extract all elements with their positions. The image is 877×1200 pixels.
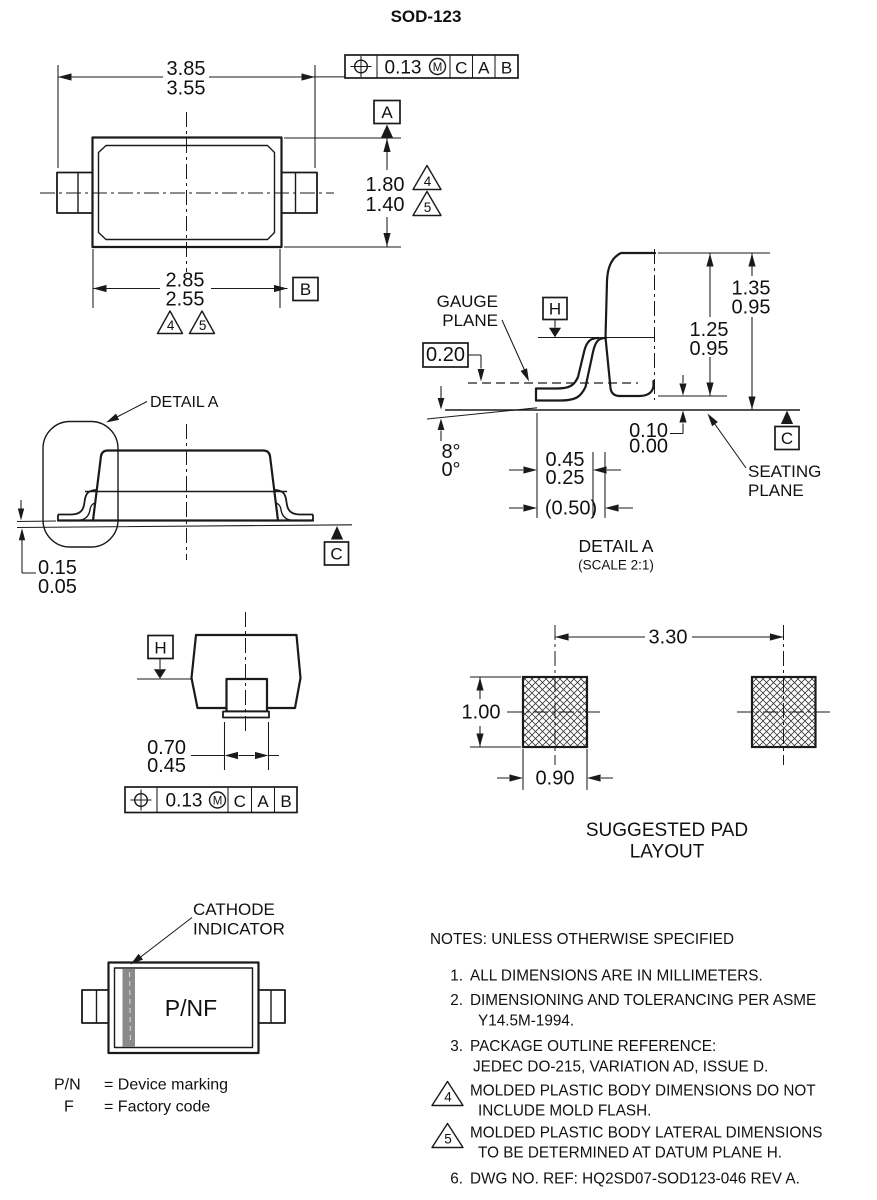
- dim-body-height-min: 1.40: [365, 194, 405, 216]
- datum-c-triangle-icon: [781, 411, 793, 425]
- lead-end-face: [227, 679, 268, 712]
- note-flag-5-number: 5: [423, 200, 432, 215]
- dim-body-height-max: 1.80: [365, 174, 405, 196]
- dim-lead-width: [147, 722, 279, 777]
- package-body-profile: [93, 451, 278, 521]
- seating-plane-label: [708, 414, 822, 501]
- note-flag-4-number: 4: [166, 318, 175, 333]
- dim-lead-height-min: 0.95: [689, 338, 729, 360]
- dim-gauge-offset: [423, 343, 484, 382]
- datum-h-label: H: [548, 299, 562, 319]
- datum-a-label: A: [381, 103, 393, 122]
- dim-lead-width-min: 0.45: [147, 755, 186, 777]
- datum-a: [374, 101, 400, 139]
- lead-terminal-outline: [606, 253, 656, 396]
- seating-plane-label-2: PLANE: [748, 481, 804, 500]
- note-1-number: 1.: [450, 967, 463, 985]
- datum-c-detail: [775, 411, 799, 450]
- dim-foot-length: [509, 449, 621, 489]
- pad-layout: [462, 625, 833, 863]
- dim-overall-height-min: 0.95: [731, 296, 771, 319]
- dim-lead-length-ref: [509, 498, 633, 520]
- note-flag-5-number: 5: [198, 318, 207, 333]
- device-marking-text: P/NF: [164, 995, 218, 1021]
- lead-outer-curve: [536, 338, 606, 401]
- datum-c-side: [325, 526, 349, 565]
- left-lead: [82, 990, 109, 1023]
- datum-c-label: C: [330, 544, 343, 564]
- datum-a-triangle-icon: [381, 125, 393, 139]
- pad-layout-title-2: LAYOUT: [629, 841, 705, 863]
- page-title: SOD-123: [390, 7, 462, 26]
- dim-foot-length-max: 0.45: [545, 449, 585, 471]
- note-4-line-1: MOLDED PLASTIC BODY DIMENSIONS DO NOT: [470, 1082, 816, 1100]
- dim-foot-standoff-min: 0.00: [629, 435, 668, 458]
- dim-pad-pitch-value: 3.30: [648, 626, 688, 649]
- dim-body-width-min: 2.55: [165, 288, 205, 311]
- dim-standoff-min: 0.05: [38, 576, 77, 598]
- fcf-modifier: M: [212, 795, 223, 808]
- legend-term-0: P/N: [54, 1076, 81, 1094]
- feature-control-frame-bottom: [125, 787, 297, 813]
- leader-arrow-icon: [521, 368, 529, 381]
- legend-definition-1: = Factory code: [104, 1098, 211, 1116]
- dim-lead-width-max: 0.70: [147, 737, 186, 759]
- note-2-line-1: DIMENSIONING AND TOLERANCING PER ASME: [470, 992, 817, 1009]
- dim-overall-height-max: 1.35: [731, 277, 771, 300]
- dim-pad-height-value: 1.00: [461, 701, 501, 724]
- note-3-line-2: JEDEC DO-215, VARIATION AD, ISSUE D.: [473, 1058, 769, 1076]
- detail-a-view: [423, 249, 821, 573]
- dim-foot-standoff: [629, 375, 687, 458]
- notes-header: NOTES: UNLESS OTHERWISE SPECIFIED: [430, 931, 735, 948]
- cathode-indicator-label-2: INDICATOR: [193, 919, 285, 939]
- gauge-plane-label-2: PLANE: [442, 311, 498, 330]
- note-3-line-1: PACKAGE OUTLINE REFERENCE:: [470, 1038, 717, 1055]
- dim-foot-length-min: 0.25: [545, 467, 585, 489]
- notes-section: [430, 931, 822, 1188]
- fcf-datum-2: A: [257, 792, 269, 811]
- dim-foot-angle-min: 0°: [441, 459, 461, 481]
- note-6-line-1: DWG NO. REF: HQ2SD07-SOD123-046 REV A.: [470, 1170, 800, 1188]
- dim-body-width: [93, 249, 318, 334]
- feature-control-frame-top: [345, 55, 518, 79]
- datum-h-triangle-icon: [549, 328, 561, 338]
- dim-foot-angle-max: 8°: [441, 441, 461, 463]
- dim-lead-height: [690, 253, 729, 396]
- datum-h-triangle-icon: [154, 669, 166, 679]
- datum-b-label: B: [299, 280, 312, 299]
- cathode-band: [123, 969, 136, 1048]
- detail-a-callout-label: DETAIL A: [150, 394, 219, 411]
- fcf-datum-3: B: [500, 58, 513, 78]
- dim-pad-width-value: 0.90: [535, 767, 575, 790]
- note-6-number: 6.: [450, 1170, 463, 1188]
- legend-definition-0: = Device marking: [104, 1076, 229, 1094]
- legend-term-1: F: [64, 1098, 74, 1116]
- dim-gauge-offset-value: 0.20: [426, 344, 465, 366]
- note-flag-4-number: 4: [423, 174, 432, 189]
- dim-lead-span: [58, 58, 345, 168]
- dim-pad-pitch: [555, 627, 784, 649]
- dim-foot-angle: [438, 386, 461, 481]
- marking-view: [54, 900, 285, 1116]
- cathode-leader: [140, 918, 192, 958]
- seating-plane-label-1: SEATING: [748, 462, 822, 481]
- note-1-line-1: ALL DIMENSIONS ARE IN MILLIMETERS.: [470, 967, 763, 985]
- note-4-line-2: INCLUDE MOLD FLASH.: [478, 1102, 652, 1120]
- fcf-tolerance-value: 0.13: [384, 57, 422, 79]
- pad-layout-title-1: SUGGESTED PAD: [585, 820, 749, 841]
- datum-h-end: [148, 636, 173, 679]
- detail-a-boundary-loop: [43, 422, 118, 548]
- detail-a-leader: [116, 402, 147, 418]
- datum-h-detail: [543, 298, 567, 338]
- dim-lead-span-min: 3.55: [166, 77, 206, 100]
- note-5-line-1: MOLDED PLASTIC BODY LATERAL DIMENSIONS: [470, 1124, 823, 1142]
- dim-foot-standoff-max: 0.10: [629, 420, 668, 442]
- dim-lead-height-max: 1.25: [689, 319, 729, 341]
- datum-c-label: C: [780, 429, 794, 448]
- dim-overall-height: [732, 253, 771, 410]
- fcf-tolerance-value: 0.13: [165, 790, 203, 812]
- datum-h-label: H: [154, 638, 167, 658]
- gauge-plane-label: [437, 292, 529, 382]
- fcf-datum-2: A: [478, 58, 490, 78]
- end-view: [137, 612, 301, 777]
- fcf-modifier: M: [432, 62, 443, 74]
- leader-arrow-icon: [106, 414, 119, 423]
- dim-body-width-max: 2.85: [165, 269, 205, 292]
- fcf-datum-1: C: [233, 792, 246, 811]
- note-4-number: 4: [444, 1089, 452, 1105]
- leader-arrow-icon: [708, 414, 718, 427]
- fcf-datum-1: C: [455, 58, 468, 78]
- gauge-plane-label-1: GAUGE: [436, 292, 498, 311]
- side-view: [17, 394, 352, 598]
- datum-c-triangle-icon: [331, 526, 343, 540]
- dim-lead-span-max: 3.85: [166, 58, 206, 80]
- fcf-datum-3: B: [280, 792, 292, 811]
- detail-a-title: DETAIL A: [578, 536, 654, 556]
- top-view: [40, 58, 441, 334]
- note-3-number: 3.: [450, 1038, 463, 1055]
- marking-legend: [54, 1077, 228, 1116]
- cathode-indicator-label-1: CATHODE: [193, 900, 275, 919]
- note-2-number: 2.: [450, 992, 463, 1009]
- dim-lead-length-ref-value: (0.50): [544, 497, 598, 520]
- dim-standoff-max: 0.15: [38, 557, 77, 579]
- note-5-line-2: TO BE DETERMINED AT DATUM PLANE H.: [478, 1144, 783, 1162]
- note-2-line-2: Y14.5M-1994.: [478, 1012, 575, 1030]
- note-5-number: 5: [444, 1131, 452, 1147]
- detail-a-scale: (SCALE 2:1): [578, 557, 654, 573]
